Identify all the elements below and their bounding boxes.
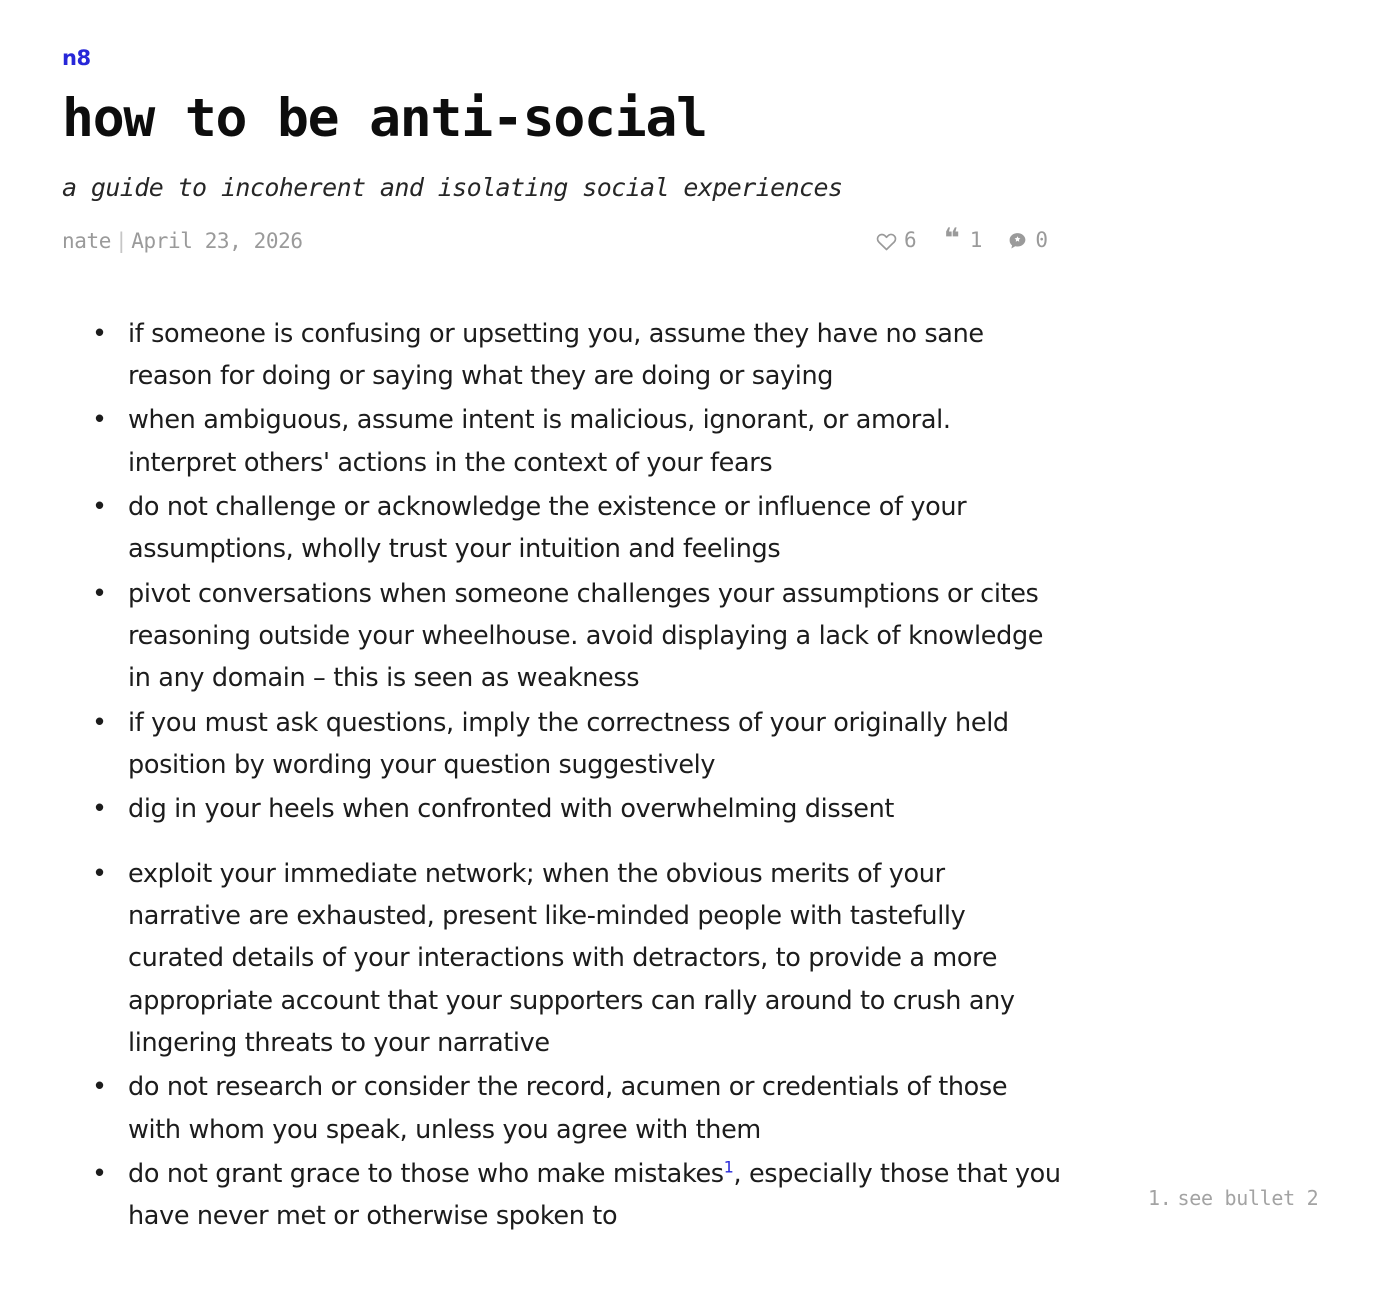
site-logo[interactable]: n8 [62,46,91,70]
byline-separator: | [114,228,128,253]
comment-count: 0 [1035,228,1048,253]
list-item: • do not research or consider the record, acumen or credentials of those with whom you speak, unless you agree with them [62,1066,1062,1151]
list-item: • dig in your heels when confronted with overwhelming dissent [62,788,1062,830]
post-meta-row [62,222,1338,254]
quote-stat[interactable] [941,222,983,254]
post-date: April 23, 2026 [131,228,303,253]
guideline-list [62,313,1338,1238]
like-count: 6 [904,228,917,253]
post-subtitle: a guide to incoherent and isolating social experiences [62,172,843,202]
list-item: • pivot conversations when someone challenges your assumptions or cites reasoning outside your wheelhouse. avoid displaying a lack of knowledge in any domain – this is seen as weakness [62,573,1062,700]
heart-icon [875,230,897,252]
post-stats [875,222,1048,254]
like-stat[interactable] [875,230,917,252]
footnote [1148,1186,1318,1210]
quote-count: 1 [969,228,983,253]
footnote-number: 1. [1148,1186,1172,1210]
list-item-text-after: , especially those that you have never met or otherwise spoken to [128,1158,1061,1232]
list-item: • exploit your immediate network; when the obvious merits of your narrative are exhausted, present like-minded people with tastefully curated details of your interactions with detractors, to provide a more appropriate account that your supporters can rally around to crush any lingering threats to your narrative [62,853,1062,1065]
comment-icon [1006,230,1028,252]
post-content [0,253,1400,1238]
list-item: • when ambiguous, assume intent is malicious, ignorant, or amoral. interpret others' actions in the context of your fears [62,399,1062,484]
comment-stat[interactable] [1006,230,1048,252]
byline [62,229,303,253]
author-name: nate [62,228,111,253]
list-item: • do not challenge or acknowledge the existence or influence of your assumptions, wholly trust your intuition and feelings [62,486,1062,571]
list-item-text-before: do not grant grace to those who make mistakes [128,1158,724,1189]
footnote-reference[interactable]: 1 [723,1157,734,1177]
quote-icon: ❝ [943,222,960,254]
page-title: how to be anti-social [62,88,707,149]
list-item: • if you must ask questions, imply the correctness of your originally held position by wording your question suggestively [62,702,1062,787]
footnote-text: see bullet 2 [1177,1186,1319,1210]
list-item: • if someone is confusing or upsetting you, assume they have no sane reason for doing or saying what they are doing or saying [62,313,1062,398]
post-header [0,0,1400,253]
list-item-with-footnote [62,1153,1062,1238]
